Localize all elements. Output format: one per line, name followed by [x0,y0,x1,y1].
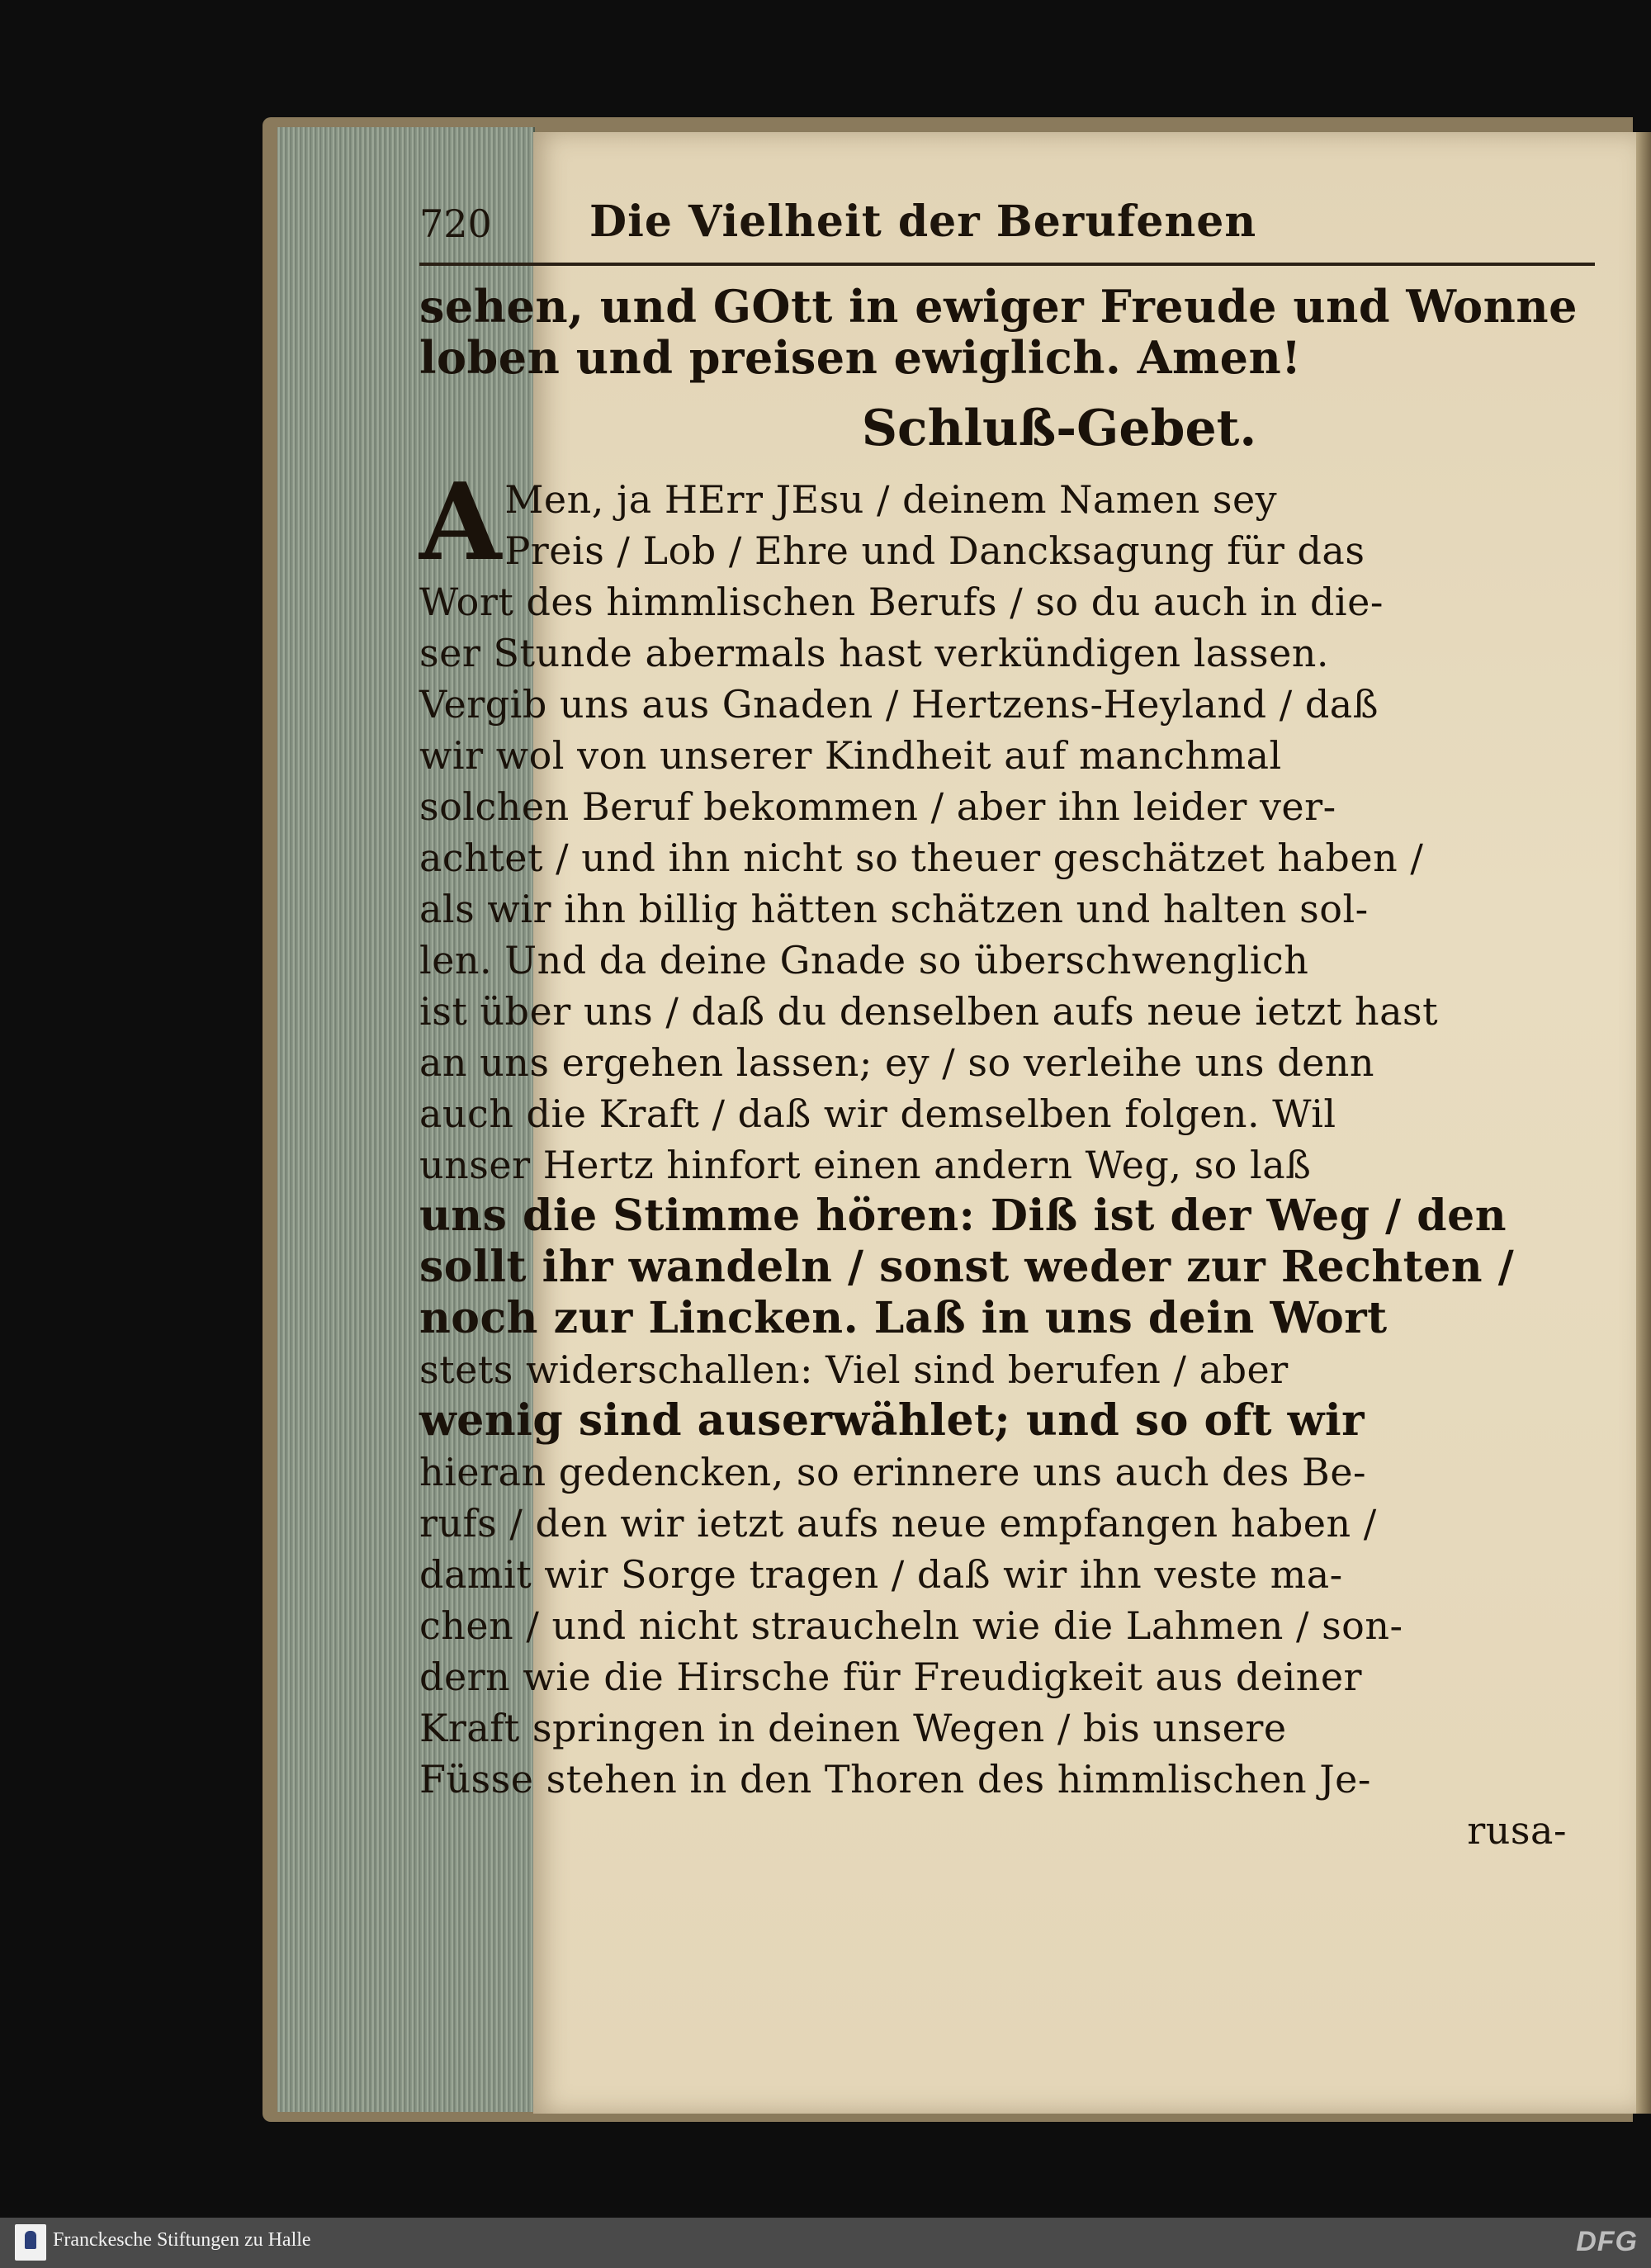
dfg-logo: DFG [1576,2226,1638,2257]
text-line: als wir ihn billig hätten schätzen und halten sol- [419,887,1369,931]
text-line: damit wir Sorge tragen / daß wir ihn veste ma- [419,1552,1343,1597]
text-line: loben und preisen ewiglich. Amen! [419,331,1302,384]
text-line: Wort des himmlischen Berufs / so du auch in die- [419,580,1384,624]
prayer-heading: Schluß-Gebet. [861,400,1257,457]
running-header [419,196,1595,271]
text-line: Men, ja HErr JEsu / deinem Namen sey [504,477,1278,522]
text-line: noch zur Lincken. Laß in uns dein Wort [419,1293,1388,1343]
text-block [419,281,1600,1856]
text-line: Vergib uns aus Gnaden / Hertzens-Heyland / daß [419,682,1379,727]
text-line: wenig sind auserwählet; und so oft wir [419,1395,1365,1446]
drop-cap: A [419,461,502,585]
text-line: Füsse stehen in den Thoren des himmlischen Je- [419,1757,1371,1802]
running-title: Die Vielheit der Berufenen [589,196,1257,247]
text-line: chen / und nicht straucheln wie die Lahmen / son- [419,1603,1403,1648]
institution-name: Franckesche Stiftungen zu Halle [53,2229,311,2251]
page-number: 720 [419,201,492,246]
text-line: wir wol von unserer Kindheit auf manchmal [419,733,1282,778]
text-line: solchen Beruf bekommen / aber ihn leider ver- [419,784,1336,829]
text-line: rufs / den wir ietzt aufs neue empfangen haben / [419,1501,1377,1546]
institution-logo-icon[interactable] [15,2224,46,2261]
header-rule [419,263,1595,266]
text-line: ist über uns / daß du denselben aufs neue ietzt hast [419,989,1439,1034]
text-line: dern wie die Hirsche für Freudigkeit aus deiner [419,1655,1363,1699]
prayer-paragraph [419,461,1600,1856]
text-line: len. Und da deine Gnade so überschwenglich [419,938,1309,982]
text-line: Preis / Lob / Ehre und Dancksagung für das [504,528,1365,573]
text-line: sollt ihr wandeln / sonst weder zur Rechten / [419,1242,1515,1292]
text-line: Kraft springen in deinen Wegen / bis unsere [419,1706,1287,1750]
text-line: auch die Kraft / daß wir demselben folgen. Wil [419,1091,1336,1136]
text-line: sehen, und GOtt in ewiger Freude und Wonne [419,280,1578,333]
viewer-footer-bar [0,2218,1651,2268]
catchword: rusa- [1467,1808,1567,1853]
page-gutter [1636,132,1651,2114]
text-line: unser Hertz hinfort einen andern Weg, so laß [419,1143,1312,1187]
text-line: stets widerschallen: Viel sind berufen / aber [419,1347,1289,1392]
text-line: uns die Stimme hören: Diß ist der Weg / den [419,1191,1507,1241]
text-line: ser Stunde abermals hast verkündigen lassen. [419,631,1330,675]
text-line: achtet / und ihn nicht so theuer geschätzet haben / [419,836,1424,880]
text-line: hieran gedencken, so erinnere uns auch des Be- [419,1450,1367,1494]
text-line: an uns ergehen lassen; ey / so verleihe uns denn [419,1040,1375,1085]
